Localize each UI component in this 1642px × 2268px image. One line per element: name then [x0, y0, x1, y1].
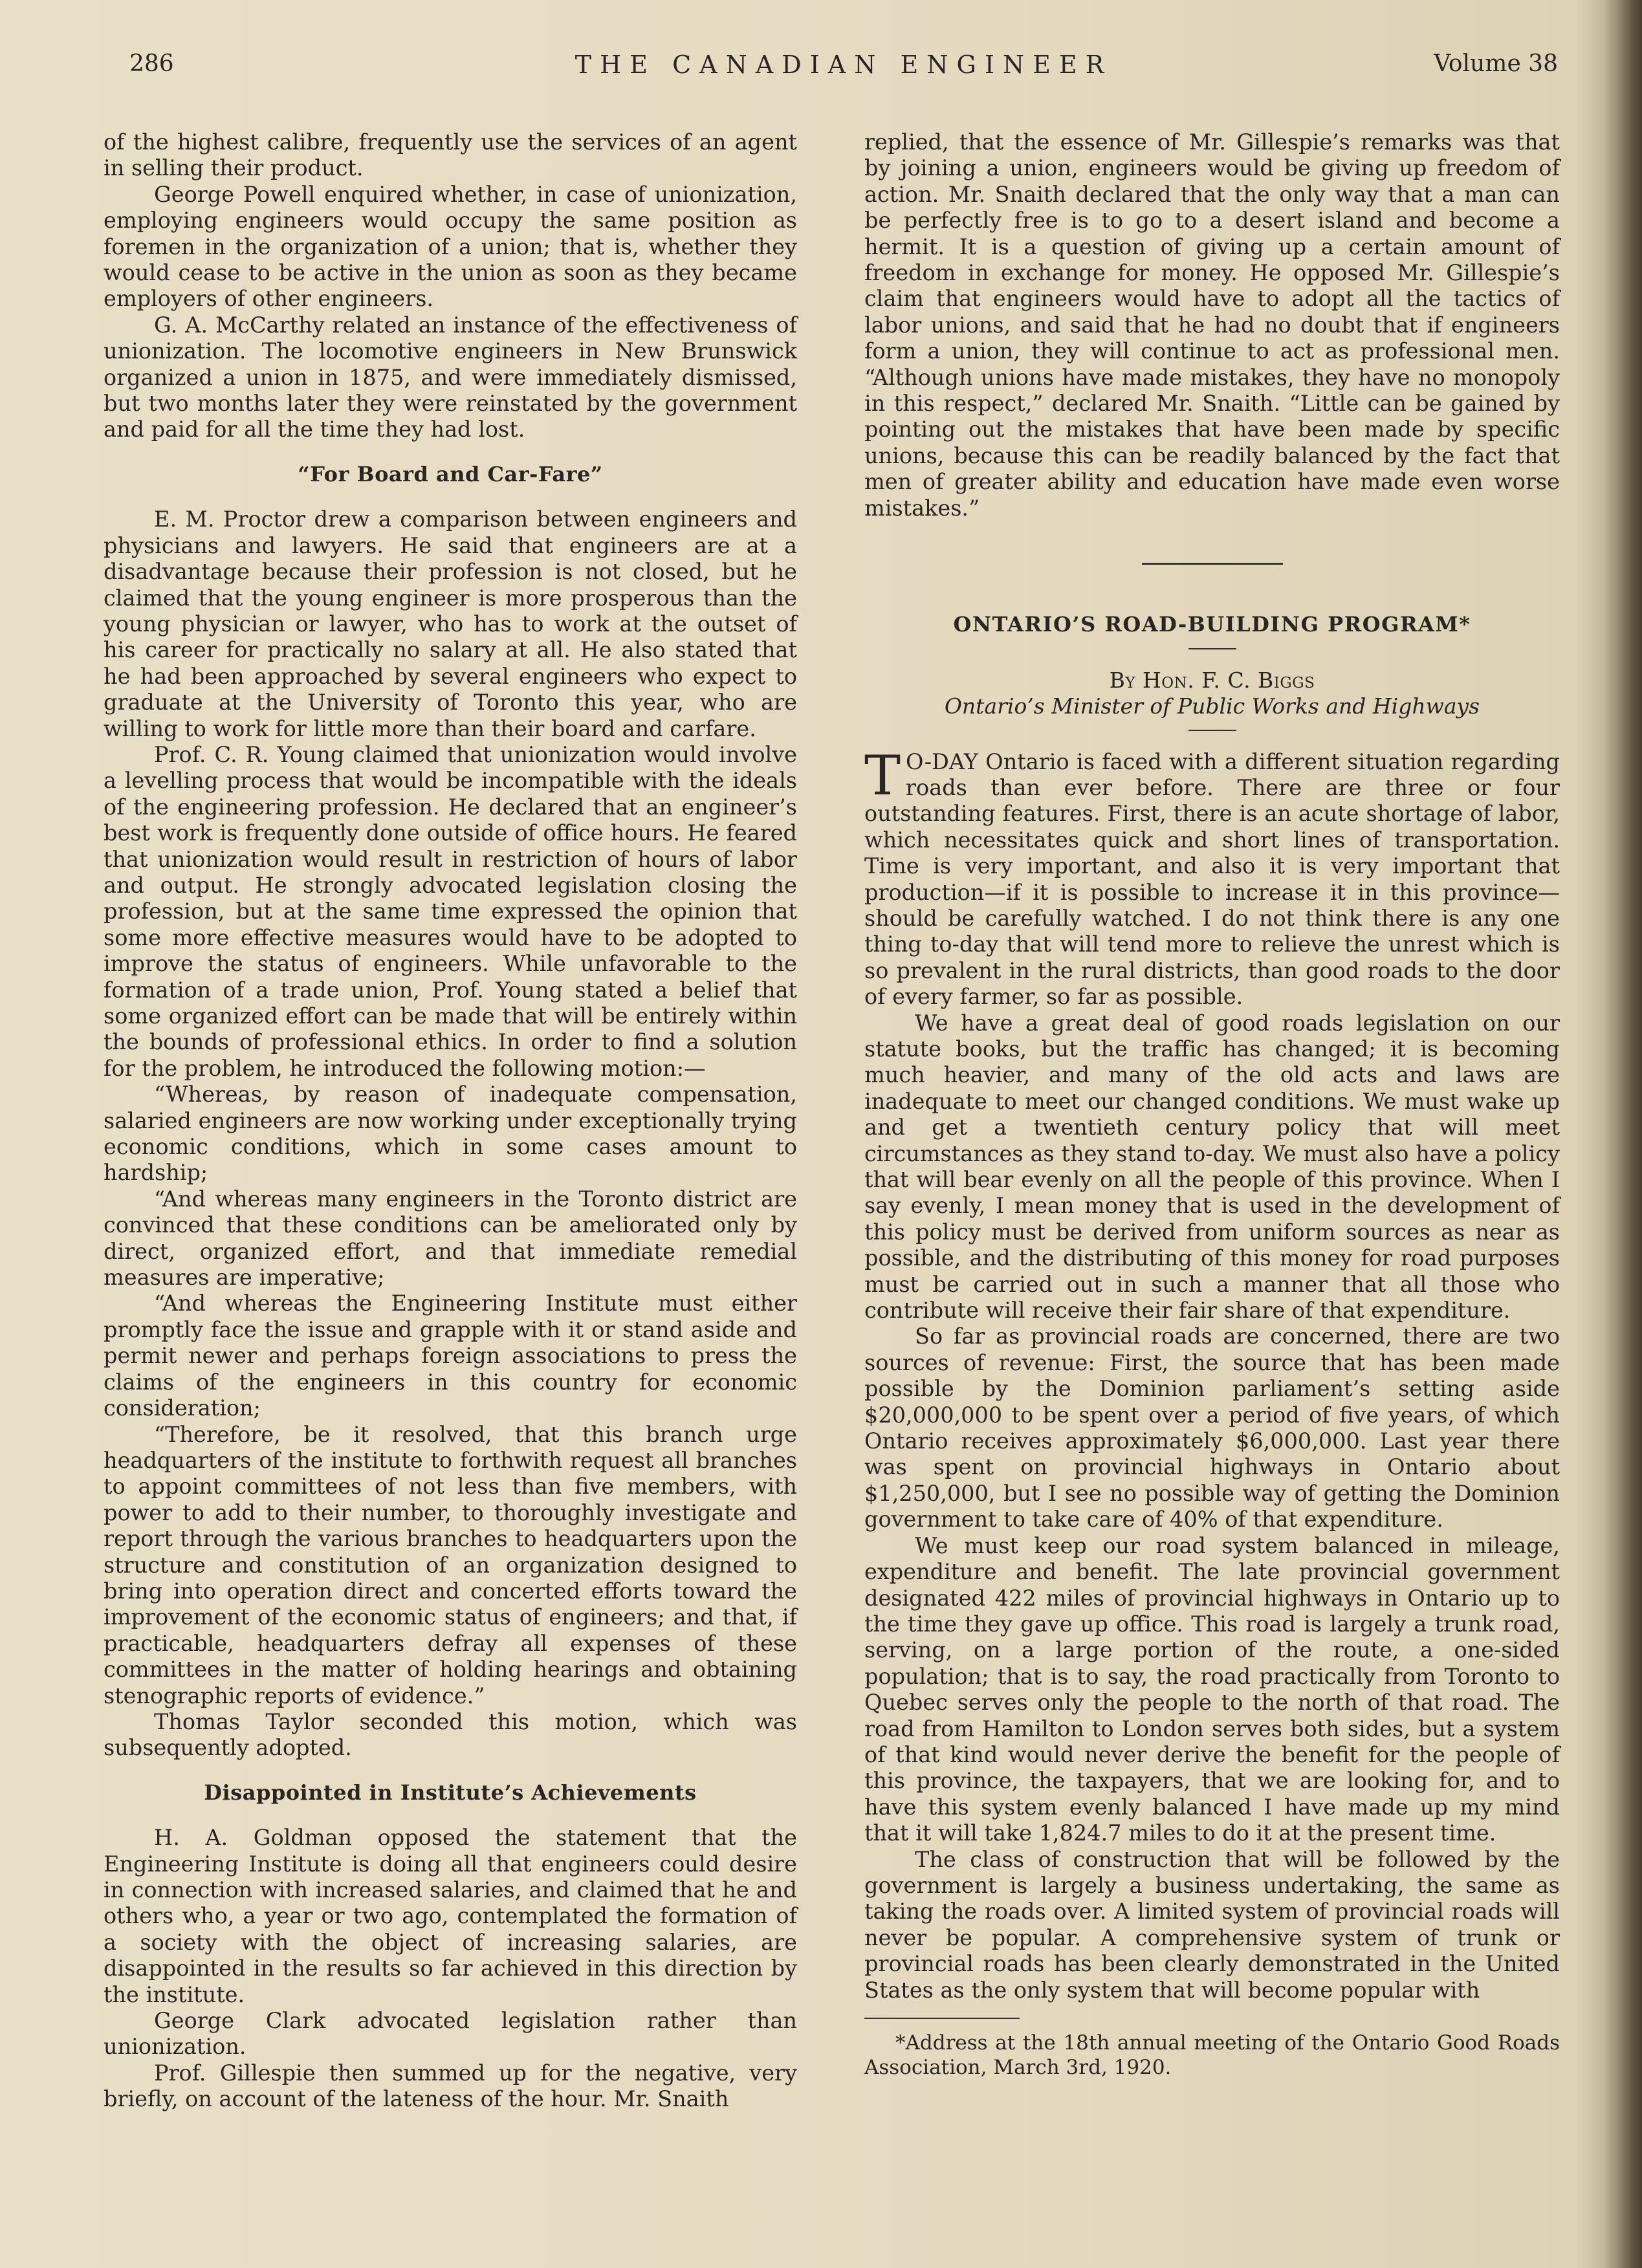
- motion-paragraph: “Therefore, be it resolved, that this branch urge headquarters of the institute to forthwith request all branches to appoint committees of not less than five members, with power to add to their number, to thoroughly investigate and report through the various branches to headquarters upon the structure and constitution of an organization designed to bring into operation direct and concerted efforts toward the improvement of the economic status of engineers; and that, if practicable, headquarters defray all expenses of these committees in the matter of holding hearings and obtaining stenographic reports of evidence.”: [104, 1421, 797, 1708]
- byline-rule: [1188, 730, 1236, 731]
- journal-title: THE CANADIAN ENGINEER: [575, 50, 1113, 79]
- lead-text: O-DAY Ontario is faced with a different situation regarding roads than ever before. There are three or four outstanding features. First, there is an acute shortage of labor, which necessitates quick and short lines of transportation. Time is very important, and also it is very important that production—if it is possible to increase it in this province—should be carefully watched. I do not think there is any one thing to-day that will tend more to relieve the unrest which is so prevalent in the rural districts, than good roads to the door of every farmer, so far as possible.: [864, 748, 1560, 1010]
- paragraph: H. A. Goldman opposed the statement that the Engineering Institute is doing all that engineers could desire in connection with increased salaries, and claimed that he and others who, a year or two ago, contemplated the formation of a society with the object of increasing salaries, are disappointed in the results so far achieved in this direction by the institute.: [104, 1825, 797, 2007]
- byline: [864, 668, 1560, 693]
- motion-paragraph: “Whereas, by reason of inadequate compensation, salaried engineers are now working under exceptionally trying economic conditions, which in some cases amount to hardship;: [104, 1082, 797, 1186]
- paragraph: We must keep our road system balanced in mileage, expenditure and benefit. The late provincial government designated 422 miles of provincial highways in Ontario up to the time they gave up office. This road is largely a trunk road, serving, on a large portion of the route, a one-sided population; that is to say, the road practically from Toronto to Quebec serves only the people to the north of that road. The road from Hamilton to London serves both sides, but a system of that kind would never derive the benefit for the people of this province, the taxpayers, that we are looking for, and to have this system evenly balanced I have made up my mind that it will take 1,824.7 miles to do it at the present time.: [864, 1532, 1560, 1846]
- running-head: [129, 50, 1558, 83]
- paragraph: George Clark advocated legislation rather than unionization.: [104, 2008, 797, 2060]
- paragraph: Thomas Taylor seconded this motion, which was subsequently adopted.: [104, 1708, 797, 1761]
- title-rule: [1188, 648, 1236, 649]
- motion-paragraph: “And whereas the Engineering Institute must either promptly face the issue and grapple with it or stand aside and permit newer and perhaps foreign associations to press the claims of the engineers in this country for economic consideration;: [104, 1291, 797, 1421]
- paragraph: George Powell enquired whether, in case of unionization, employing engineers would occupy the same position as foremen in the organization of a union; that is, whether they would cease to be active in the union as soon as they became employers of other engineers.: [104, 181, 797, 312]
- article-title: ONTARIO’S ROAD-BUILDING PROGRAM*: [953, 612, 1471, 637]
- paragraph: Prof. C. R. Young claimed that unionization would involve a levelling process that would be incompatible with the ideals of the engineering profession. He declared that an engineer’s best work is frequently done outside of office hours. He feared that unionization would result in restriction of hours of labor and output. He strongly advocated legislation closing the profession, but at the same time expressed the opinion that some more effective measures would have to be adopted to improve the status of engineers. While unfavorable to the formation of a trade union, Prof. Young stated a belief that some organized effort can be made that will be entirely within the bounds of professional ethics. In order to find a solution for the problem, he introduced the following motion:—: [104, 741, 797, 1081]
- section-heading: “For Board and Car-Fare”: [298, 461, 603, 486]
- page-number: 286: [129, 50, 174, 77]
- paragraph: The class of construction that will be followed by the government is largely a business undertaking, the same as taking the roads over. A limited system of provincial roads will never be popular. A comprehensive system of trunk or provincial roads has been clearly demonstrated in the United States as the only system that will become popular with: [864, 1846, 1560, 2003]
- drop-cap: T: [864, 743, 901, 807]
- volume-label: Volume 38: [1434, 50, 1558, 77]
- author-name: Hon. F. C. Biggs: [1143, 667, 1315, 693]
- paragraph: G. A. McCarthy related an instance of the effectiveness of unionization. The locomotive engineers in New Brunswick organized a union in 1875, and were immediately dismissed, but two months later they were reinstated by the government and paid for all the time they had lost.: [104, 312, 797, 442]
- footnote: *Address at the 18th annual meeting of the Ontario Good Roads Association, March 3rd, 1920.: [864, 2031, 1560, 2079]
- lead-paragraph: [864, 743, 1560, 1010]
- paragraph: replied, that the essence of Mr. Gillespie’s remarks was that by joining a union, engineers would be giving up freedom of action. Mr. Snaith declared that the only way that a man can be perfectly free is to go to a desert island and become a hermit. It is a question of giving up a certain amount of freedom in exchange for money. He opposed Mr. Gillespie’s claim that engineers would have to adopt all the tactics of labor unions, and said that he had no doubt that if engineers form a union, they will continue to act as professional men. “Although unions have made mistakes, they have no monopoly in this respect,” declared Mr. Snaith. “Little can be gained by pointing out the mistakes that have been made by specific unions, because this can be readily balanced by the fact that men of greater ability and education have made even worse mistakes.”: [864, 129, 1560, 521]
- author-affiliation: Ontario’s Minister of Public Works and Highways: [944, 693, 1480, 719]
- page-edge-shadow: [1603, 0, 1642, 2268]
- paragraph: We have a great deal of good roads legislation on our statute books, but the traffic has changed; it is becoming much heavier, and many of the old acts and laws are inadequate to meet our changed conditions. We must wake up and get a twentieth century policy that will meet circumstances as they stand to-day. We must also have a policy that will bear evenly on all the people of this province. When I say evenly, I mean money that is used in the development of this policy must be derived from uniform sources as near as possible, and the distributing of this money for road purposes must be carried out in such a manner that all those who contribute will receive their fair share of that expenditure.: [864, 1010, 1560, 1324]
- left-column: [104, 129, 797, 2113]
- section-heading: Disappointed in Institute’s Achievements: [204, 1780, 697, 1805]
- section-divider: [1142, 563, 1283, 565]
- right-column: [864, 129, 1560, 2080]
- motion-paragraph: “And whereas many engineers in the Toronto district are convinced that these conditions can be ameliorated only by direct, organized effort, and that immediate remedial measures are imperative;: [104, 1186, 797, 1291]
- paragraph: of the highest calibre, frequently use the services of an agent in selling their product.: [104, 129, 797, 181]
- paragraph: Prof. Gillespie then summed up for the negative, very briefly, on account of the lateness of the hour. Mr. Snaith: [104, 2060, 797, 2112]
- footnote-rule: [864, 2018, 1020, 2019]
- paragraph: E. M. Proctor drew a comparison between engineers and physicians and lawyers. He said that engineers are at a disadvantage because their profession is not closed, but he claimed that the young engineer is more prosperous than the young physician or lawyer, who has to work at the outset of his career for practically no salary at all. He also stated that he had been approached by several engineers who expect to graduate at the University of Toronto this year, who are willing to work for little more than their board and carfare.: [104, 507, 797, 741]
- byline-by: By: [1109, 667, 1136, 693]
- paragraph: So far as provincial roads are concerned, there are two sources of revenue: First, the source that has been made possible by the Dominion parliament’s setting aside $20,000,000 to be spent over a period of five years, of which Ontario receives approximately $6,000,000. Last year there was spent on provincial highways in Ontario about $1,250,000, but I see no possible way of getting the Dominion government to take care of 40% of that expenditure.: [864, 1324, 1560, 1532]
